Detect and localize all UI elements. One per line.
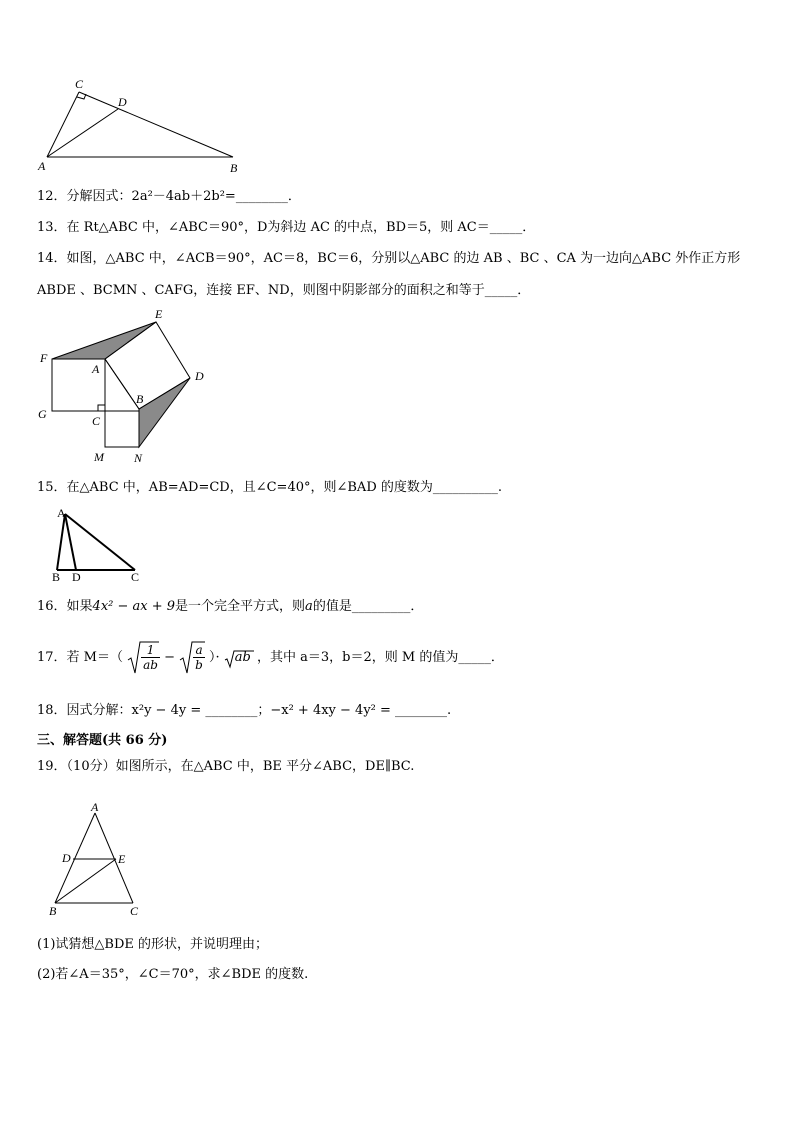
label-c: C [130,904,139,918]
q17-minus: − [164,650,176,665]
q17-prefix: 17．若 M＝（ [37,650,123,665]
question-19: 19．（10分）如图所示，在△ABC 中，BE 平分∠ABC，DE∥BC. [37,759,415,774]
label-b: B [52,570,61,584]
label-b: B [230,161,238,175]
question-19-part1: (1)试猜想△BDE 的形状，并说明理由； [37,937,269,952]
label-d: D [195,369,204,383]
section-3-title: 三、解答题(共 66 分) [37,733,168,748]
label-c: C [75,77,84,91]
label-b: B [49,904,57,918]
q17-suffix: ，其中 a＝3，b＝2，则 M 的值为_____． [257,650,504,665]
question-19-part2: (2)若∠A＝35°，∠C＝70°，求∠BDE 的度数. [37,967,309,982]
q16-variable: a [305,599,313,614]
q16-suffix: 的值是_________． [312,599,424,614]
question-15: 15．在△ABC 中，AB=AD=CD，且∠C=40°，则∠BAD 的度数为__________. [37,480,503,495]
q17-frac1-den: ab [143,658,158,672]
q16-prefix: 16．如果 [37,599,93,614]
q17-mid: ）· [209,650,220,665]
label-a: A [57,506,66,520]
label-b: B [136,392,144,406]
label-m: M [94,450,104,464]
label-n: N [134,451,143,465]
q16-middle: 是一个完全平方式，则 [175,599,306,614]
label-d: D [118,95,127,109]
question-12: 12．分解因式：2a²－4ab＋2b²=________． [37,189,301,204]
label-c: C [92,414,101,428]
question-13: 13．在 Rt△ABC 中，∠ABC＝90°，D为斜边 AC 的中点，BD＝5，则 AC＝_____． [37,220,536,235]
question-18: 18．因式分解：x²y − 4y = ________；−x² + 4xy − 4y² = ________. [37,703,452,718]
label-e: E [155,307,163,321]
label-d: D [62,851,71,865]
label-a: A [38,159,46,173]
q16-expression: 4x² − ax + 9 [92,599,176,614]
label-g: G [38,407,47,421]
label-d: D [72,570,81,584]
question-14-line1: 14．如图，△ABC 中，∠ACB＝90°，AC＝8，BC＝6，分别以△ABC 的边 AB 、BC 、CA 为一边向△ABC 外作正方形 [37,251,741,266]
label-f: F [40,351,48,365]
q17-frac2-num: a [193,643,205,658]
question-14-line2: ABDE 、BCMN 、CAFG，连接 EF、ND，则图中阴影部分的面积之和等于_____． [37,283,531,298]
label-c: C [131,570,140,584]
q17-rad3-content: ab [234,650,251,665]
q17-frac2-den: b [195,658,203,672]
label-a: A [92,362,100,376]
label-a: A [91,800,99,814]
q17-frac1-num: 1 [141,643,160,658]
label-e: E [118,852,126,866]
